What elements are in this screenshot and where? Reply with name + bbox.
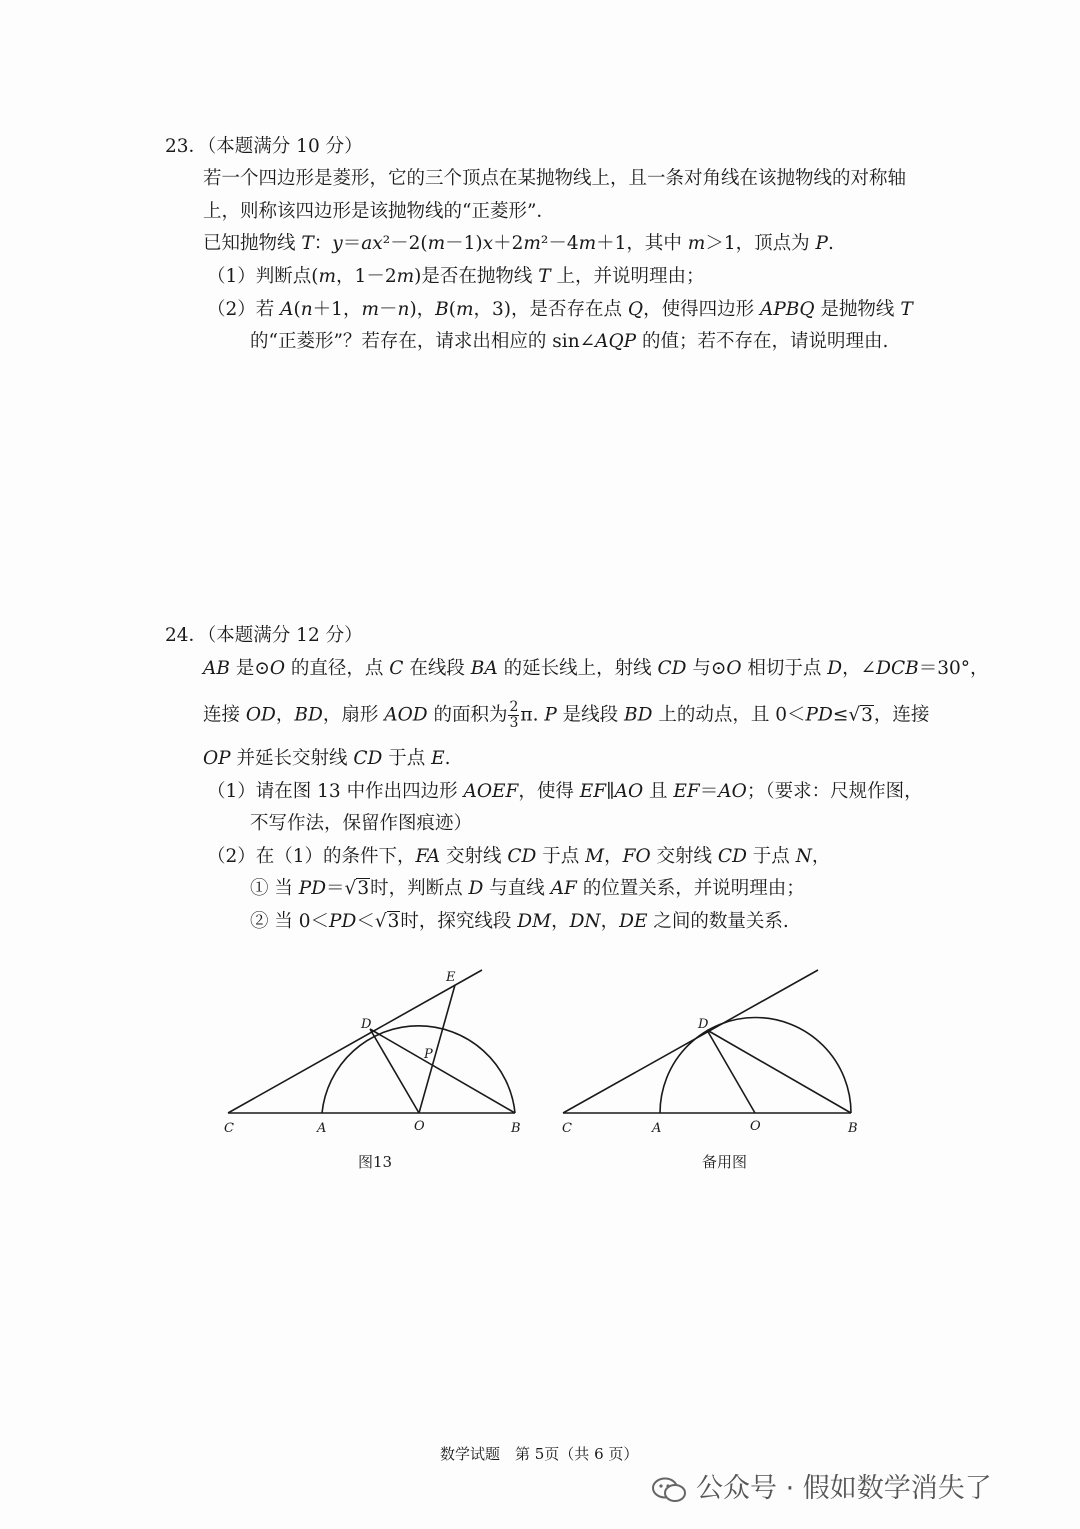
- segment-BD: [707, 1030, 851, 1113]
- q23-number: 23．: [165, 136, 208, 157]
- ray-CD: [228, 970, 482, 1113]
- q23-part1: （1）判断点(m，1－2m)是否在抛物线 T 上，并说明理由；: [207, 266, 705, 287]
- figure-backup: [550, 960, 870, 1140]
- label-B: B: [848, 1121, 858, 1136]
- label-D: D: [698, 1017, 709, 1032]
- q24-line1: AB 是⊙O 的直径，点 C 在线段 BA 的延长线上，射线 CD 与⊙O 相切于点 D，∠DCB＝30°，: [203, 658, 989, 679]
- segment-OD: [370, 1029, 419, 1113]
- figure-13: [215, 960, 535, 1140]
- q24-part1-line2: 不写作法，保留作图痕迹）: [250, 813, 473, 834]
- q23-header: [165, 135, 363, 159]
- q23-part2-line1: （2）若 A(n＋1，m－n)，B(m，3)，是否存在点 Q，使得四边形 APBQ 是抛物线 T: [207, 299, 913, 320]
- q24-line3: OP 并延长交射线 CD 于点 E.: [203, 748, 451, 769]
- label-O: O: [750, 1119, 761, 1134]
- page-footer: 数学试题 第 5页（共 6 页）: [440, 1445, 639, 1463]
- label-P: P: [424, 1047, 433, 1062]
- q24-number: 24．: [165, 625, 208, 646]
- segment-OD: [707, 1030, 755, 1113]
- q24-header: [165, 624, 363, 648]
- figure-13-caption: 图13: [358, 1153, 393, 1171]
- q23-line1: 若一个四边形是菱形，它的三个顶点在某抛物线上，且一条对角线在该抛物线的对称轴: [203, 168, 907, 189]
- q23-part2-line2: 的“正菱形”？若存在，请求出相应的 sin∠AQP 的值；若不存在，请说明理由.: [250, 331, 889, 352]
- label-D: D: [361, 1017, 372, 1032]
- q24-sub2: ② 当 0＜PD＜√3时，探究线段 DM，DN，DE 之间的数量关系.: [250, 911, 789, 932]
- q24-part2: （2）在（1）的条件下，FA 交射线 CD 于点 M，FO 交射线 CD 于点 N，: [207, 846, 831, 867]
- watermark: [652, 1466, 992, 1505]
- segment-BD: [370, 1029, 515, 1113]
- label-A: A: [317, 1121, 327, 1136]
- semicircle: [660, 1018, 851, 1114]
- label-A: A: [652, 1121, 662, 1136]
- semicircle: [322, 1026, 515, 1113]
- ray-CD: [563, 970, 818, 1113]
- label-C: C: [562, 1121, 572, 1136]
- q24-part1-line1: （1）请在图 13 中作出四边形 AOEF，使得 EF∥AO 且 EF＝AO；（要求：尺规作图，: [207, 781, 923, 802]
- q23-line3: 已知抛物线 T：y＝ax²－2(m－1)x＋2m²－4m＋1，其中 m＞1，顶点为 P.: [203, 233, 834, 254]
- label-E: E: [446, 970, 456, 985]
- label-B: B: [511, 1121, 521, 1136]
- q24-score: （本题满分 12 分）: [207, 625, 363, 646]
- q23-line2: 上，则称该四边形是该抛物线的“正菱形”．: [203, 201, 555, 222]
- q23-score: （本题满分 10 分）: [207, 136, 363, 157]
- q24-line2: 连接 OD，BD，扇形 AOD 的面积为 $\frac{2}{3}$ π. P 是线段 BD 上的动点，且 0＜PD≤√3，连接: [203, 699, 930, 731]
- watermark-text: 公众号 · 假如数学消失了: [696, 1473, 992, 1504]
- label-O: O: [414, 1119, 425, 1134]
- fraction-two-thirds: $\frac{2}{3}$: [509, 699, 519, 731]
- label-C: C: [224, 1121, 234, 1136]
- q24-sub1: ① 当 PD＝√3时，判断点 D 与直线 AF 的位置关系，并说明理由；: [250, 878, 805, 899]
- wechat-icon: [652, 1477, 686, 1503]
- figure-backup-caption: 备用图: [702, 1153, 748, 1171]
